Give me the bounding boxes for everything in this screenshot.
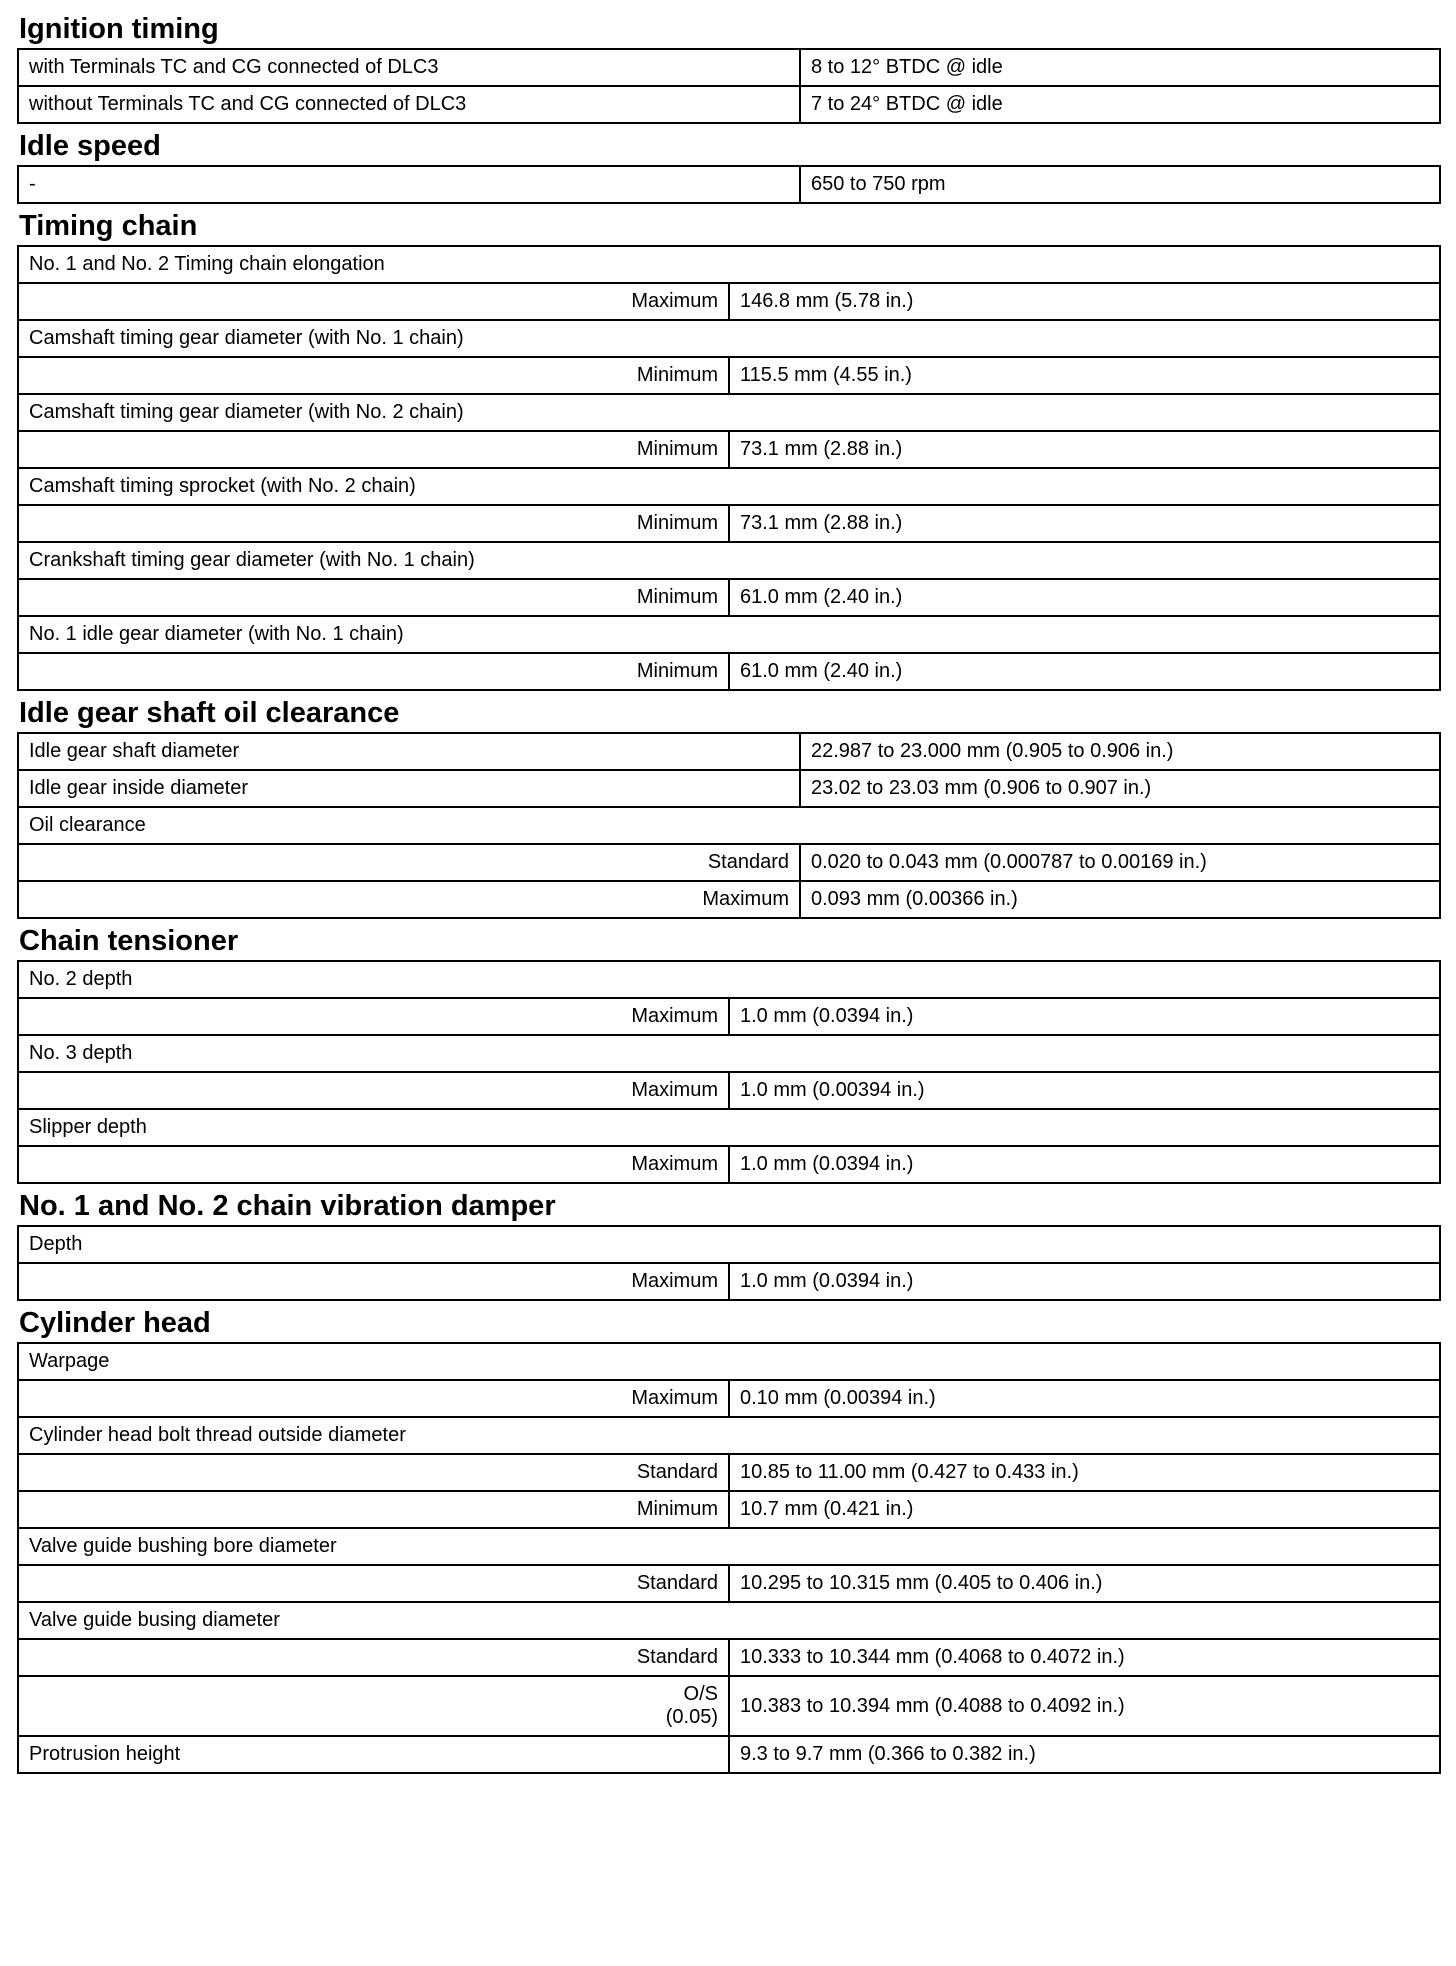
condition-label: Maximum	[18, 1146, 729, 1183]
item-value: 1.0 mm (0.0394 in.)	[729, 998, 1440, 1035]
table-row	[18, 1380, 1440, 1417]
table-row	[18, 1602, 1440, 1639]
item-value: 61.0 mm (2.40 in.)	[729, 579, 1440, 616]
table-row	[18, 1676, 1440, 1736]
spec-table-cylinder-head	[17, 1342, 1441, 1774]
table-row	[18, 1072, 1440, 1109]
table-row	[18, 807, 1440, 844]
item-heading: Crankshaft timing gear diameter (with No. 1 chain)	[18, 542, 1440, 579]
table-row	[18, 881, 1440, 918]
item-value: 22.987 to 23.000 mm (0.905 to 0.906 in.)	[800, 733, 1440, 770]
table-row	[18, 394, 1440, 431]
table-row	[18, 1226, 1440, 1263]
item-value: 10.295 to 10.315 mm (0.405 to 0.406 in.)	[729, 1565, 1440, 1602]
item-value: 73.1 mm (2.88 in.)	[729, 505, 1440, 542]
condition-label: Standard	[18, 1454, 729, 1491]
spec-document	[17, 10, 1441, 1777]
section-title-timing-chain: Timing chain	[19, 210, 198, 242]
table-row	[18, 542, 1440, 579]
condition-label: Maximum	[18, 881, 800, 918]
spec-table-chain-tensioner	[17, 960, 1441, 1184]
item-heading: Depth	[18, 1226, 1440, 1263]
condition-label	[18, 1676, 729, 1736]
table-row	[18, 770, 1440, 807]
item-heading: Camshaft timing sprocket (with No. 2 chain)	[18, 468, 1440, 505]
condition-label: Minimum	[18, 579, 729, 616]
item-value: 10.85 to 11.00 mm (0.427 to 0.433 in.)	[729, 1454, 1440, 1491]
condition-label: Minimum	[18, 505, 729, 542]
item-heading: Camshaft timing gear diameter (with No. 1 chain)	[18, 320, 1440, 357]
spec-table-ignition-timing	[17, 48, 1441, 124]
condition-label: Maximum	[18, 1072, 729, 1109]
table-row	[18, 1035, 1440, 1072]
table-row	[18, 1417, 1440, 1454]
section-title-cylinder-head: Cylinder head	[19, 1307, 211, 1339]
table-row	[18, 1109, 1440, 1146]
item-value: 1.0 mm (0.00394 in.)	[729, 1072, 1440, 1109]
table-row	[18, 998, 1440, 1035]
table-row	[18, 1343, 1440, 1380]
item-label: Idle gear inside diameter	[18, 770, 800, 807]
item-value: 8 to 12° BTDC @ idle	[800, 49, 1440, 86]
item-value: 0.020 to 0.043 mm (0.000787 to 0.00169 in.)	[800, 844, 1440, 881]
condition-label: Maximum	[18, 1380, 729, 1417]
item-heading: Slipper depth	[18, 1109, 1440, 1146]
item-value: 61.0 mm (2.40 in.)	[729, 653, 1440, 690]
item-value: 10.7 mm (0.421 in.)	[729, 1491, 1440, 1528]
condition-label: Maximum	[18, 283, 729, 320]
spec-table-idle-speed	[17, 165, 1441, 204]
item-label: -	[18, 166, 800, 203]
condition-label: Standard	[18, 1565, 729, 1602]
table-row	[18, 1736, 1440, 1773]
condition-label: Maximum	[18, 1263, 729, 1300]
item-value: 10.333 to 10.344 mm (0.4068 to 0.4072 in.)	[729, 1639, 1440, 1676]
table-row	[18, 961, 1440, 998]
table-row	[18, 1565, 1440, 1602]
table-row	[18, 283, 1440, 320]
table-row	[18, 468, 1440, 505]
item-heading: No. 2 depth	[18, 961, 1440, 998]
item-value: 650 to 750 rpm	[800, 166, 1440, 203]
item-heading: Warpage	[18, 1343, 1440, 1380]
section-title-chain-tensioner: Chain tensioner	[19, 925, 239, 957]
item-heading: No. 1 and No. 2 Timing chain elongation	[18, 246, 1440, 283]
section-title-ignition-timing: Ignition timing	[19, 13, 219, 45]
table-row	[18, 733, 1440, 770]
table-row	[18, 505, 1440, 542]
item-value: 9.3 to 9.7 mm (0.366 to 0.382 in.)	[729, 1736, 1440, 1773]
spec-table-idle-gear-shaft	[17, 732, 1441, 919]
table-row	[18, 431, 1440, 468]
table-row	[18, 246, 1440, 283]
section-title-idle-gear-shaft: Idle gear shaft oil clearance	[19, 697, 400, 729]
item-label: without Terminals TC and CG connected of DLC3	[18, 86, 800, 123]
condition-label-line2: (0.05)	[665, 1706, 718, 1728]
item-heading: Cylinder head bolt thread outside diameter	[18, 1417, 1440, 1454]
table-row	[18, 653, 1440, 690]
table-row	[18, 1639, 1440, 1676]
table-row	[18, 579, 1440, 616]
item-value: 0.10 mm (0.00394 in.)	[729, 1380, 1440, 1417]
section-title-vibration-damper: No. 1 and No. 2 chain vibration damper	[19, 1190, 556, 1222]
item-heading: Valve guide busing diameter	[18, 1602, 1440, 1639]
item-value: 1.0 mm (0.0394 in.)	[729, 1263, 1440, 1300]
condition-label: Minimum	[18, 431, 729, 468]
condition-label: Maximum	[18, 998, 729, 1035]
item-heading: Camshaft timing gear diameter (with No. 2 chain)	[18, 394, 1440, 431]
table-row	[18, 166, 1440, 203]
condition-label: Minimum	[18, 357, 729, 394]
item-value: 146.8 mm (5.78 in.)	[729, 283, 1440, 320]
spec-table-vibration-damper	[17, 1225, 1441, 1301]
item-value: 7 to 24° BTDC @ idle	[800, 86, 1440, 123]
item-value: 10.383 to 10.394 mm (0.4088 to 0.4092 in.)	[729, 1676, 1440, 1736]
item-label: Protrusion height	[18, 1736, 729, 1773]
item-label: with Terminals TC and CG connected of DLC3	[18, 49, 800, 86]
item-label: Idle gear shaft diameter	[18, 733, 800, 770]
condition-label: Standard	[18, 1639, 729, 1676]
table-row	[18, 1146, 1440, 1183]
table-row	[18, 616, 1440, 653]
condition-label: Minimum	[18, 653, 729, 690]
spec-table-timing-chain	[17, 245, 1441, 691]
item-value: 1.0 mm (0.0394 in.)	[729, 1146, 1440, 1183]
item-heading: No. 1 idle gear diameter (with No. 1 chain)	[18, 616, 1440, 653]
table-row	[18, 320, 1440, 357]
table-row	[18, 844, 1440, 881]
item-value: 73.1 mm (2.88 in.)	[729, 431, 1440, 468]
item-heading: Valve guide bushing bore diameter	[18, 1528, 1440, 1565]
condition-label-line1: O/S	[683, 1683, 718, 1705]
item-value: 0.093 mm (0.00366 in.)	[800, 881, 1440, 918]
table-row	[18, 357, 1440, 394]
table-row	[18, 1491, 1440, 1528]
item-heading: No. 3 depth	[18, 1035, 1440, 1072]
section-title-idle-speed: Idle speed	[19, 130, 161, 162]
table-row	[18, 1263, 1440, 1300]
condition-label: Minimum	[18, 1491, 729, 1528]
table-row	[18, 1528, 1440, 1565]
table-row	[18, 86, 1440, 123]
item-heading: Oil clearance	[18, 807, 1440, 844]
table-row	[18, 1454, 1440, 1491]
item-value: 115.5 mm (4.55 in.)	[729, 357, 1440, 394]
table-row	[18, 49, 1440, 86]
item-value: 23.02 to 23.03 mm (0.906 to 0.907 in.)	[800, 770, 1440, 807]
condition-label: Standard	[18, 844, 800, 881]
